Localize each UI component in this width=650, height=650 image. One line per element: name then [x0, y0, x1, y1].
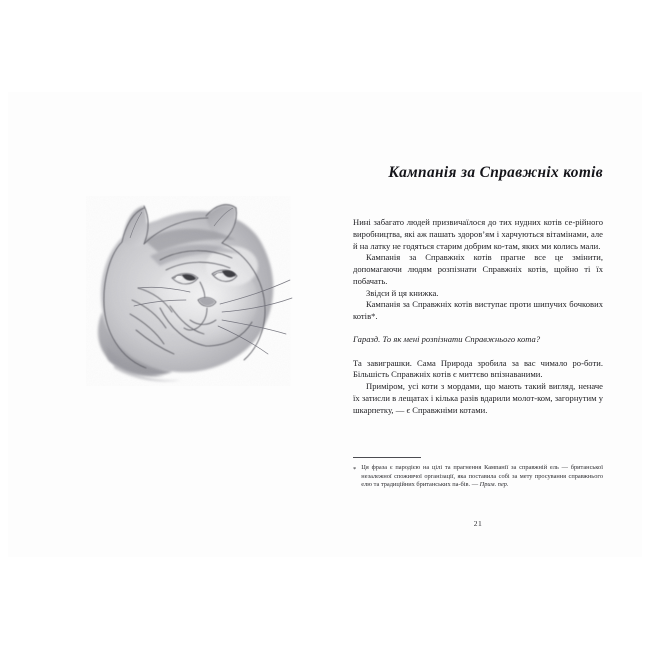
book-spread — [8, 92, 642, 557]
footnote-marker: * — [353, 465, 357, 473]
body-copy — [353, 217, 603, 416]
paragraph-1: Нині забагато людей призвичаїлося до тих нудних котів се-рійного виробництва, які аж пашать здоров’ям і харчуються вітамінами, але й на латку не годяться старим добрим ко-там, яких ми колись мали. — [353, 217, 603, 251]
footnote-text-main: Ця фраза є пародією на цілі та прагнення Кампанії за справжній ель — британської незалежної споживчої організації, яка поставила собі за мету просування справжнього елю та традиційних британських па-бів. — — [361, 464, 603, 489]
question-line: Гаразд. То як мені розпізнати Справжнього кота? — [353, 334, 541, 345]
footnote-body — [353, 464, 603, 490]
recto-page — [338, 92, 642, 557]
paragraph-2: Кампанія за Справжніх котів прагне все це змінити, допомагаючи людям розпізнати Справжніх котів, щойно ті їх побачать. — [353, 252, 603, 286]
footnote-text — [361, 464, 603, 490]
answer-paragraph-1: Та завиграшки. Сама Природа зробила за вас чимало ро-боти. Більшість Справжніх котів є миттєво впізнаваними. — [353, 357, 603, 380]
cat-head-pencil-sketch-illustration — [86, 196, 298, 386]
footnote-text-attribution: Прим. пер. — [479, 481, 509, 489]
footnote — [353, 457, 603, 490]
page-number: 21 — [473, 519, 483, 528]
footnote-rule — [353, 457, 421, 458]
paragraph-4: Кампанія за Справжніх котів виступає проти шипучих бочкових котів*. — [353, 299, 603, 321]
text-block — [353, 92, 603, 557]
verso-page — [8, 92, 338, 557]
answer-paragraph-2: Приміром, усі коти з мордами, що мають такий вигляд, неначе їх затисли в лещатах і кілька разів вдарили молот-ком, загорнутим у шкарпетку, — є Справжніми котами. — [353, 381, 603, 415]
chapter-title: Кампанія за Справжніх котів — [388, 164, 603, 182]
paragraph-3: Звідси й ця книжка. — [366, 287, 439, 298]
